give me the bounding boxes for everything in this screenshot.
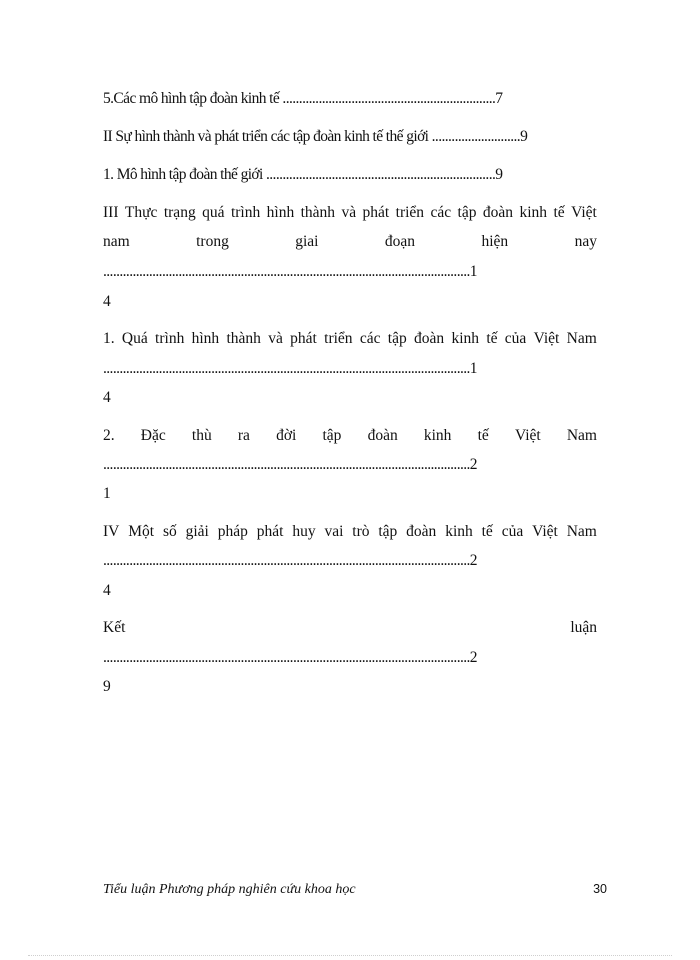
toc-entry-conclusion <box>103 620 597 636</box>
toc-entry-III-2-leader: ................................................................................................................2 <box>103 457 477 473</box>
page-footer <box>103 882 607 898</box>
word: đoạn <box>384 234 416 250</box>
word: Thực <box>124 205 158 221</box>
word: của <box>504 331 527 347</box>
word: kinh <box>519 205 548 221</box>
word: thành <box>300 205 336 221</box>
word: phát <box>362 205 390 221</box>
toc-entry-III-line1 <box>103 205 597 221</box>
word: Nam <box>566 428 597 444</box>
footer-title: Tiểu luận Phương pháp nghiên cứu khoa học <box>103 882 356 897</box>
word: huy <box>292 524 316 540</box>
word: nam <box>103 234 130 250</box>
word: nay <box>574 234 597 250</box>
word: Một <box>128 524 155 540</box>
word: đoàn <box>367 428 398 444</box>
toc-entry-III-1-page-tail: 4 <box>103 390 111 406</box>
word: tế <box>477 428 489 444</box>
word: Đặc <box>140 428 166 444</box>
word: của <box>501 524 524 540</box>
toc-entry-III-2 <box>103 428 597 444</box>
word: tập <box>387 331 407 347</box>
word: IV <box>103 524 120 540</box>
toc-entry-IV <box>103 524 597 540</box>
word: trạng <box>163 205 196 221</box>
word: tập <box>378 524 398 540</box>
word: số <box>162 524 177 540</box>
word: giai <box>295 234 319 250</box>
word: giải <box>185 524 209 540</box>
word: 2. <box>103 428 115 444</box>
word: triển <box>395 205 425 221</box>
word: phát <box>256 524 284 540</box>
word: trình <box>155 331 185 347</box>
word: các <box>359 331 381 347</box>
word: tập <box>457 205 477 221</box>
toc-entry-II-1: 1. Mô hình tập đoàn thế giới ......................................................................9 <box>103 167 503 183</box>
word: kinh <box>445 524 473 540</box>
word: tập <box>322 428 342 444</box>
word: và <box>268 331 283 347</box>
toc-entry-III-leader: ................................................................................................................1 <box>103 264 477 280</box>
word: tế <box>481 524 493 540</box>
toc-entry-III-2-page-tail: 1 <box>103 486 111 502</box>
word: luận <box>570 620 597 636</box>
word: Việt <box>514 428 541 444</box>
toc-entry-conclusion-page-tail: 9 <box>103 679 111 695</box>
word: Việt <box>571 205 597 221</box>
toc-entry-conclusion-leader: ................................................................................................................2 <box>103 650 477 666</box>
word: phát <box>290 331 317 347</box>
word: 1. <box>103 331 115 347</box>
toc-entry-5: 5.Các mô hình tập đoàn kinh tế .................................................................7 <box>103 91 503 107</box>
word: thành <box>226 331 261 347</box>
word: hiện <box>481 234 509 250</box>
toc-entry-III-1 <box>103 331 597 347</box>
word: pháp <box>217 524 248 540</box>
toc-entry-III-1-leader: ................................................................................................................1 <box>103 361 477 377</box>
word: đời <box>276 428 297 444</box>
word: tế <box>553 205 565 221</box>
word: triển <box>324 331 353 347</box>
word: kinh <box>423 428 452 444</box>
toc-entry-III-page-tail: 4 <box>103 294 111 310</box>
word: trình <box>230 205 261 221</box>
toc-entry-IV-leader: ................................................................................................................2 <box>103 553 477 569</box>
word: đoàn <box>406 524 437 540</box>
word: hình <box>266 205 295 221</box>
page-bottom-divider <box>28 955 672 956</box>
word: III <box>103 205 119 221</box>
word: trò <box>352 524 370 540</box>
toc-entry-III-line2 <box>103 234 597 250</box>
word: vai <box>324 524 344 540</box>
word: hình <box>191 331 220 347</box>
word: tế <box>486 331 498 347</box>
word: Nam <box>566 331 597 347</box>
word: kinh <box>451 331 480 347</box>
word: Việt <box>533 331 560 347</box>
toc-entry-II: II Sự hình thành và phát triển các tập đoàn kinh tế thế giới ...........................9 <box>103 129 528 145</box>
word: Nam <box>566 524 597 540</box>
word: các <box>430 205 452 221</box>
word: và <box>341 205 357 221</box>
word: Quá <box>121 331 148 347</box>
word: ra <box>237 428 250 444</box>
word: đoàn <box>482 205 514 221</box>
page-number: 30 <box>593 882 607 896</box>
word: trong <box>196 234 229 250</box>
toc-entry-IV-page-tail: 4 <box>103 583 111 599</box>
word: đoàn <box>414 331 445 347</box>
word: Kết <box>103 620 126 636</box>
word: quá <box>202 205 225 221</box>
word: Việt <box>532 524 558 540</box>
word: thù <box>191 428 212 444</box>
